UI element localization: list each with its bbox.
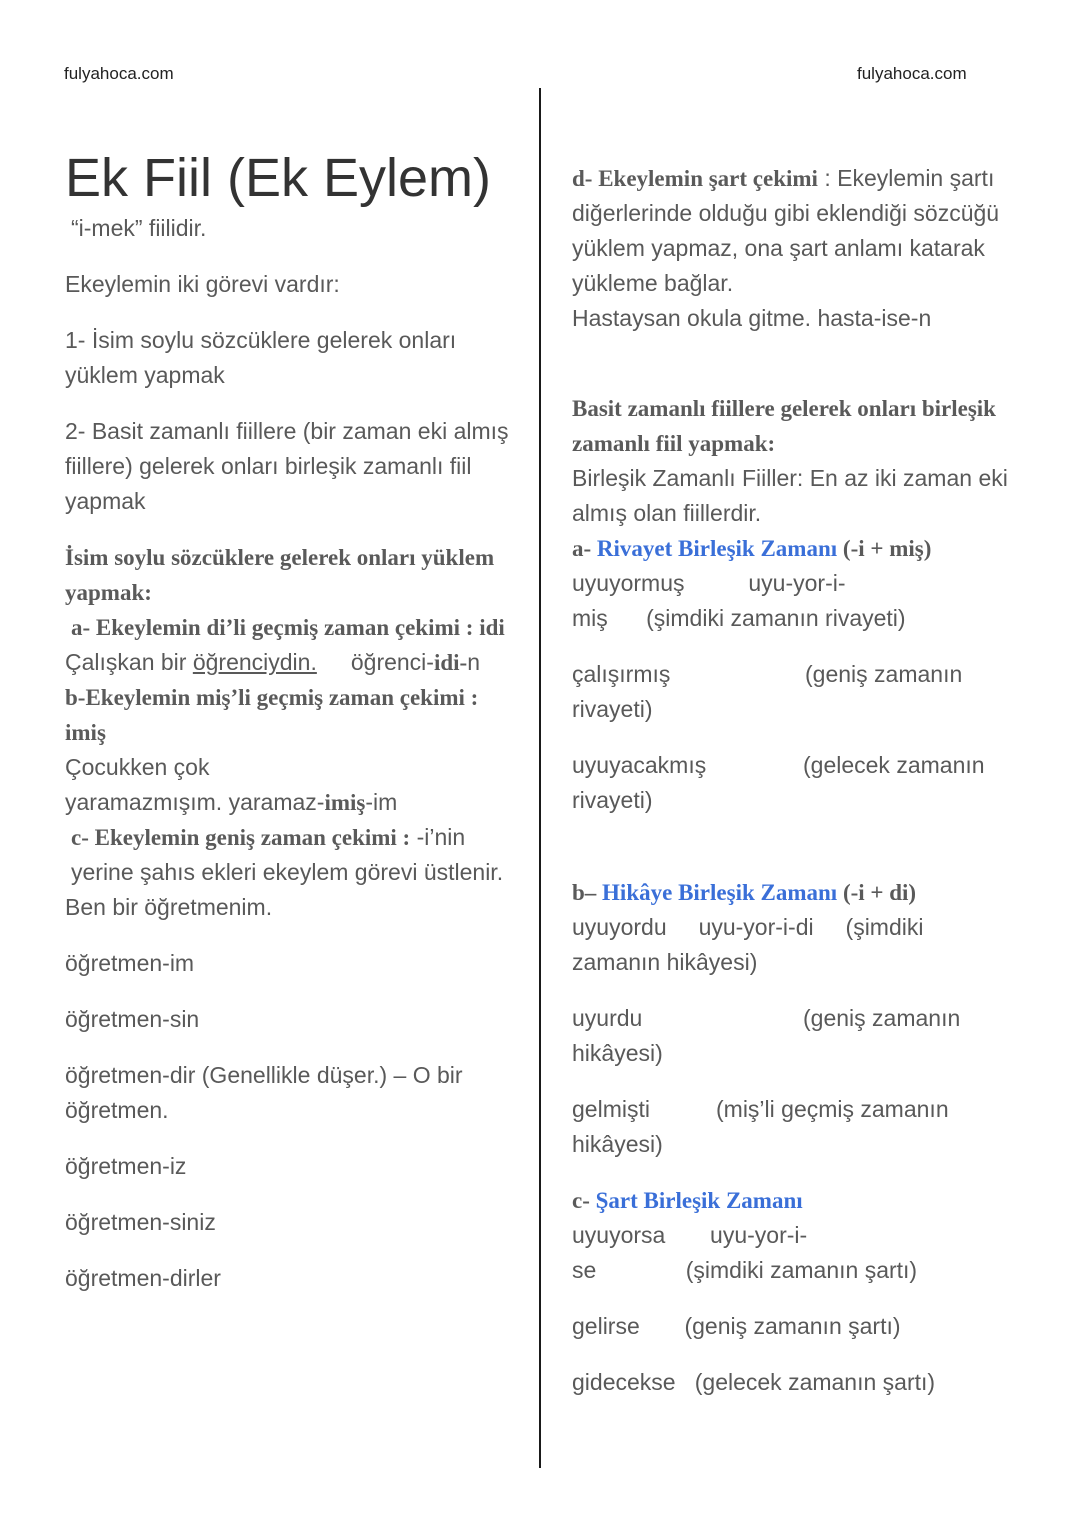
c-text: -i’nin yerine şahıs ekleri ekeylem görevi üstlenir. [71, 824, 504, 885]
rivayet-ex1-line2: miş (şimdiki zamanın rivayeti) [572, 605, 906, 631]
hikaye-heading [572, 875, 1012, 910]
b-ex2-bold: imiş [324, 790, 366, 815]
form-1: öğretmen-im [65, 950, 195, 976]
gorev-intro: Ekeylemin iki görevi vardır: [65, 271, 340, 297]
hikaye-name: Hikâye Birleşik Zamanı [602, 880, 838, 905]
basit-heading: Basit zamanlı fiillere gelerek onları birleşik zamanlı fiil yapmak: [572, 396, 996, 456]
a-heading: a- Ekeylemin di’li geçmiş zaman çekimi : idi [71, 615, 505, 640]
hikaye-ex1-line1: uyuyordu uyu-yor-i-di (şimdiki [572, 914, 924, 940]
sart-ex1-line2: se (şimdiki zamanın şartı) [572, 1257, 918, 1283]
hikaye-ex2-word: uyurdu [572, 1005, 643, 1031]
header-left-site: fulyahoca.com [64, 64, 174, 83]
a-split-post: n [467, 649, 480, 675]
a-split-pre: öğrenci- [350, 649, 434, 675]
a-example-underlined: öğrenciydin. [192, 649, 317, 675]
sart-prefix: c- [572, 1188, 596, 1213]
birlesik-definition: Birleşik Zamanlı Fiiller: En az iki zaman eki almış olan fiillerdir. [572, 465, 1008, 526]
sart-name: Şart Birleşik Zamanı [595, 1188, 803, 1213]
rivayet-ex3 [572, 748, 1012, 783]
b-ex2-pre: yaramazmışım. yaramaz- [65, 789, 325, 815]
form-6: öğretmen-dirler [65, 1265, 221, 1291]
hikaye-ex2-cont: hikâyesi) [572, 1040, 663, 1066]
section-heading: İsim soylu sözcüklere gelerek onları yüklem yapmak: [65, 545, 495, 605]
left-column [65, 140, 515, 1296]
d-heading: d- Ekeylemin şart çekimi [572, 166, 818, 191]
hikaye-suffix: (-i + di) [837, 880, 917, 905]
right-column [572, 161, 1012, 1400]
rivayet-ex3-desc: (gelecek zamanın [803, 752, 985, 778]
sart-ex3: gidecekse (gelecek zamanın şartı) [572, 1369, 936, 1395]
b-ex2-post: -im [365, 789, 398, 815]
rivayet-ex1-line1: uyuyormuş uyu-yor-i- [572, 570, 846, 596]
a-split-bold: idi- [433, 650, 468, 675]
hikaye-ex3 [572, 1092, 1012, 1127]
hikaye-ex3-word: gelmişti [572, 1096, 650, 1122]
sart-ex1-line1: uyuyorsa uyu-yor-i- [572, 1222, 808, 1248]
form-4: öğretmen-iz [65, 1153, 187, 1179]
rivayet-ex2-word: çalışırmış [572, 661, 671, 687]
page-title: Ek Fiil (Ek Eylem) [65, 148, 492, 208]
a-example [65, 645, 515, 680]
c-heading: c- Ekeylemin geniş zaman çekimi : [71, 825, 411, 850]
a-example-text: Çalışkan bir [65, 649, 193, 675]
rivayet-prefix: a- [572, 536, 597, 561]
column-divider [539, 88, 541, 1468]
gorev-1: 1- İsim soylu sözcüklere gelerek onları yüklem yapmak [65, 327, 457, 388]
imek-line: “i-mek” fiilidir. [71, 215, 207, 241]
rivayet-ex2-desc: (geniş zamanın [805, 661, 963, 687]
rivayet-ex2-cont: rivayeti) [572, 696, 653, 722]
d-example: Hastaysan okula gitme. hasta-ise-n [572, 305, 932, 331]
hikaye-prefix: b– [572, 880, 603, 905]
b-example-1: Çocukken çok [65, 754, 210, 780]
rivayet-ex2 [572, 657, 1012, 692]
hikaye-ex2 [572, 1001, 1012, 1036]
form-3: öğretmen-dir (Genellikle düşer.) – O bir öğretmen. [65, 1062, 463, 1123]
sart-ex2: gelirse (geniş zamanın şartı) [572, 1313, 901, 1339]
sart-heading [572, 1183, 1012, 1218]
hikaye-ex1-line2: zamanın hikâyesi) [572, 949, 758, 975]
gorev-2: 2- Basit zamanlı fiillere (bir zaman eki almış fiillere) gelerek onları birleşik zamanlı fiil yapmak [65, 418, 509, 514]
c-paragraph [65, 820, 515, 890]
b-example-2 [65, 785, 515, 820]
b-heading: b-Ekeylemin miş’li geçmiş zaman çekimi : imiş [65, 685, 479, 745]
hikaye-ex3-cont: hikâyesi) [572, 1131, 663, 1157]
header-right-site: fulyahoca.com [857, 64, 967, 83]
rivayet-ex3-cont: rivayeti) [572, 787, 653, 813]
c-example: Ben bir öğretmenim. [65, 894, 273, 920]
form-2: öğretmen-sin [65, 1006, 200, 1032]
d-text: : Ekeylemin şartı diğerlerinde olduğu gibi eklendiği sözcüğü yüklem yapmaz, ona şart anlamı katarak yükleme bağlar. [572, 165, 1000, 296]
hikaye-ex2-desc: (geniş zamanın [803, 1005, 961, 1031]
rivayet-ex3-word: uyuyacakmış [572, 752, 707, 778]
hikaye-ex3-desc: (miş’li geçmiş zamanın [716, 1096, 949, 1122]
form-5: öğretmen-siniz [65, 1209, 216, 1235]
rivayet-suffix: (-i + miş) [837, 536, 932, 561]
rivayet-heading [572, 531, 1012, 566]
rivayet-name: Rivayet Birleşik Zamanı [596, 536, 838, 561]
d-paragraph [572, 161, 1012, 301]
